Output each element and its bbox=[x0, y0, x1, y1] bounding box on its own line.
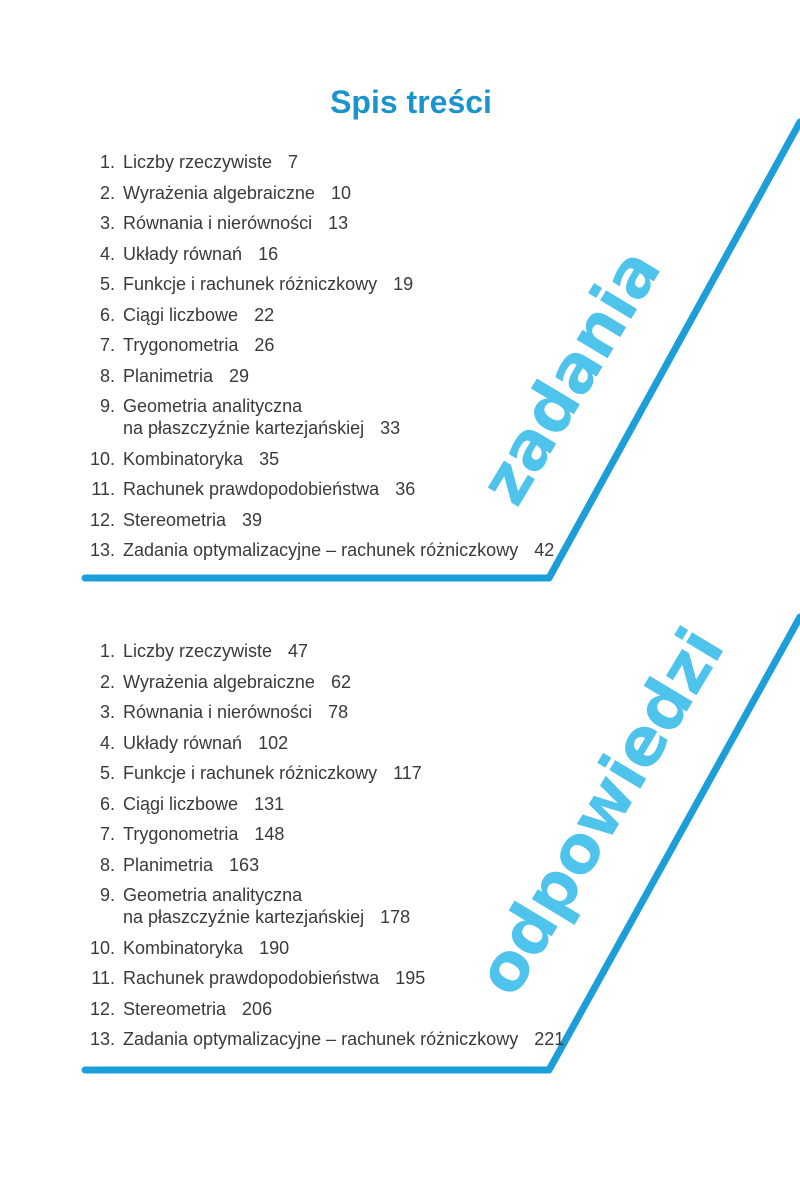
toc-item bbox=[82, 304, 642, 326]
toc-item bbox=[82, 1028, 642, 1050]
toc-item-page: 102 bbox=[258, 732, 289, 753]
odpowiedzi-watermark: odpowiedzi bbox=[460, 615, 740, 1009]
toc-item-page: 7 bbox=[288, 152, 299, 172]
toc-item bbox=[82, 365, 642, 387]
toc-item bbox=[82, 967, 642, 989]
toc-item-label: Zadania optymalizacyjne – rachunek różniczkowy 221 bbox=[123, 1029, 565, 1049]
toc-item-number: 7. bbox=[99, 824, 115, 844]
toc-item-label: Rachunek prawdopodobieństwa 195 bbox=[123, 968, 426, 988]
toc-item-number: 5. bbox=[99, 763, 115, 783]
toc-item-page: 22 bbox=[254, 304, 275, 325]
toc-item-page: 29 bbox=[229, 365, 250, 386]
toc-item-page: 33 bbox=[380, 418, 401, 438]
toc-item-number: 12. bbox=[89, 998, 115, 1019]
toc-item-label: Funkcje i rachunek różniczkowy 19 bbox=[123, 274, 414, 294]
toc-item bbox=[82, 273, 642, 295]
toc-item-page: 178 bbox=[380, 907, 411, 927]
toc-item-label: Układy równań 16 bbox=[123, 243, 279, 264]
toc-section-zadania bbox=[82, 151, 642, 570]
toc-item-page: 190 bbox=[259, 937, 290, 958]
toc-item-page: 163 bbox=[229, 854, 260, 875]
toc-item bbox=[82, 732, 642, 754]
toc-item-number: 1. bbox=[99, 152, 115, 172]
toc-item-page: 36 bbox=[395, 479, 416, 499]
toc-item-page: 131 bbox=[254, 793, 285, 814]
toc-item-label: Liczby rzeczywiste 47 bbox=[123, 641, 309, 661]
toc-item-number: 2. bbox=[99, 671, 115, 692]
toc-item-label: Funkcje i rachunek różniczkowy 117 bbox=[123, 763, 422, 783]
toc-item bbox=[82, 212, 642, 234]
toc-item-label: Trygonometria 26 bbox=[123, 335, 275, 355]
toc-item bbox=[82, 334, 642, 356]
toc-item-page: 62 bbox=[330, 671, 351, 692]
toc-item-page: 206 bbox=[242, 998, 273, 1019]
toc-item-page: 47 bbox=[288, 641, 309, 661]
toc-item-number: 6. bbox=[99, 304, 115, 325]
toc-item-page: 26 bbox=[254, 335, 275, 355]
toc-item bbox=[82, 762, 642, 784]
toc-item bbox=[82, 793, 642, 815]
toc-item bbox=[82, 478, 642, 500]
toc-item-label: Równania i nierówności 13 bbox=[123, 213, 349, 233]
toc-item-label: Rachunek prawdopodobieństwa 36 bbox=[123, 479, 416, 499]
toc-item bbox=[82, 151, 642, 173]
toc-item bbox=[82, 640, 642, 662]
toc-item-number: 9. bbox=[99, 396, 115, 416]
toc-item bbox=[82, 509, 642, 531]
toc-item-page: 221 bbox=[534, 1029, 565, 1049]
toc-item-label: Geometria analityczna na płaszczyźnie kartezjańskiej 178 bbox=[123, 885, 411, 927]
toc-item-label: Ciągi liczbowe 22 bbox=[123, 304, 275, 325]
toc-item bbox=[82, 395, 642, 439]
toc-item bbox=[82, 854, 642, 876]
toc-item-label: Układy równań 102 bbox=[123, 732, 289, 753]
toc-item-number: 8. bbox=[99, 854, 115, 875]
toc-item-label: Kombinatoryka 35 bbox=[123, 448, 280, 469]
toc-item-number: 8. bbox=[99, 365, 115, 386]
toc-item-label: Stereometria 39 bbox=[123, 509, 263, 530]
toc-item-number: 3. bbox=[99, 213, 115, 233]
toc-item-label: Trygonometria 148 bbox=[123, 824, 285, 844]
toc-item bbox=[82, 884, 642, 928]
toc-item-number: 2. bbox=[99, 182, 115, 203]
toc-item-number: 4. bbox=[99, 732, 115, 753]
toc-item bbox=[82, 671, 642, 693]
toc-item bbox=[82, 823, 642, 845]
toc-item bbox=[82, 539, 642, 561]
toc-item bbox=[82, 937, 642, 959]
zadania-watermark: zadania bbox=[464, 236, 676, 518]
toc-item bbox=[82, 998, 642, 1020]
toc-item-label: Wyrażenia algebraiczne 10 bbox=[123, 182, 351, 203]
toc-item-page: 117 bbox=[393, 763, 422, 783]
toc-item bbox=[82, 701, 642, 723]
toc-item-label: Ciągi liczbowe 131 bbox=[123, 793, 285, 814]
toc-item-label: Planimetria 29 bbox=[123, 365, 250, 386]
toc-item-number: 4. bbox=[99, 243, 115, 264]
toc-item-number: 9. bbox=[99, 885, 115, 905]
toc-item-page: 16 bbox=[258, 243, 279, 264]
toc-item-label: Geometria analityczna na płaszczyźnie kartezjańskiej 33 bbox=[123, 396, 401, 438]
toc-item-label: Równania i nierówności 78 bbox=[123, 702, 349, 722]
toc-item-page: 42 bbox=[534, 540, 555, 560]
toc-item-label: Liczby rzeczywiste 7 bbox=[123, 152, 299, 172]
toc-item-label: Planimetria 163 bbox=[123, 854, 260, 875]
toc-item-label: Kombinatoryka 190 bbox=[123, 937, 290, 958]
toc-item-number: 10. bbox=[89, 937, 115, 958]
toc-item-page: 19 bbox=[393, 274, 414, 294]
toc-item bbox=[82, 243, 642, 265]
toc-item-number: 13. bbox=[89, 1029, 115, 1049]
toc-item-number: 11. bbox=[91, 479, 115, 499]
toc-item-number: 3. bbox=[99, 702, 115, 722]
toc-item-label: Wyrażenia algebraiczne 62 bbox=[123, 671, 351, 692]
page-title: Spis treści bbox=[330, 84, 492, 120]
toc-item-page: 78 bbox=[328, 702, 349, 722]
toc-item-label: Zadania optymalizacyjne – rachunek różniczkowy 42 bbox=[123, 540, 555, 560]
toc-item-number: 5. bbox=[99, 274, 115, 294]
toc-item-page: 195 bbox=[395, 968, 426, 988]
toc-item-page: 39 bbox=[242, 509, 263, 530]
toc-section-odpowiedzi bbox=[82, 640, 642, 1059]
toc-item-number: 12. bbox=[89, 509, 115, 530]
toc-item-number: 11. bbox=[91, 968, 115, 988]
toc-item-number: 7. bbox=[99, 335, 115, 355]
toc-item bbox=[82, 448, 642, 470]
toc-item-page: 35 bbox=[259, 448, 280, 469]
toc-item-page: 148 bbox=[254, 824, 285, 844]
toc-item bbox=[82, 182, 642, 204]
toc-item-page: 13 bbox=[328, 213, 349, 233]
toc-item-label: Stereometria 206 bbox=[123, 998, 273, 1019]
toc-item-number: 1. bbox=[99, 641, 115, 661]
toc-item-number: 13. bbox=[89, 540, 115, 560]
toc-item-number: 10. bbox=[89, 448, 115, 469]
toc-item-number: 6. bbox=[99, 793, 115, 814]
toc-item-page: 10 bbox=[330, 182, 351, 203]
